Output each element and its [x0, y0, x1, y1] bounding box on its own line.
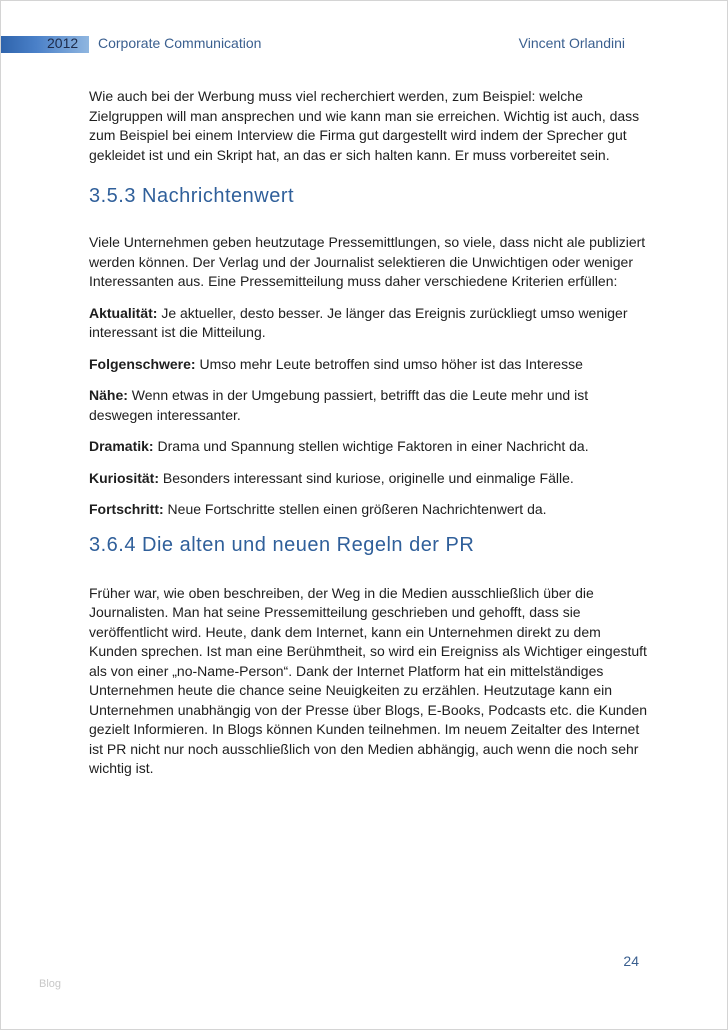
criterion-fortschritt [89, 500, 649, 520]
criterion-dramatik [89, 437, 649, 457]
section-heading-regeln-pr: 3.6.4 Die alten und neuen Regeln der PR [89, 533, 475, 556]
header-author: Vincent Orlandini [518, 35, 625, 51]
criterion-naehe [89, 386, 649, 425]
criterion-text: Besonders interessant sind kuriose, originelle und einmalige Fälle. [159, 469, 574, 486]
page-header [1, 34, 728, 54]
watermark-text: Blog [39, 978, 62, 990]
criterion-text: Neue Fortschritte stellen einen größeren Nachrichtenwert da. [163, 501, 547, 517]
criterion-term: Folgenschwere: [89, 355, 196, 372]
criterion-term: Aktualität: [89, 304, 158, 321]
criterion-folgenschwere [89, 355, 649, 375]
criterion-term: Kuriosität: [89, 469, 159, 486]
header-title: Corporate Communication [98, 35, 262, 51]
criterion-text: Umso mehr Leute betroffen sind umso höher ist das Interesse [195, 355, 583, 372]
section-paragraph-regeln-pr: Früher war, wie oben beschreiben, der Weg in die Medien ausschließlich über die Journalisten. Man hat seine Pressemitteilung geschrieben und gehofft, dass sie veröffentlicht wird. Heute, dank dem Internet, kann ein Unternehmen direkt zu dem Kunden sprechen. Ist man eine Berühmtheit, so wird ein Ereigniss als Wichtiger eingestuft als von einer „no-Name-Person“. Dank der Internet Platform hat ein mittelständiges Unternehmen heute die chance seine Neuigkeiten zu erzählen. Heutzutage kann ein Unternehmen unabhängig von der Presse über Blogs, E-Books, Podcasts etc. die Kunden gezielt Informieren. In Blogs können Kunden teilnehmen. Im neuem Zeitalter des Internet ist PR nicht nur noch ausschließlich von den Medien abhängig, auch wenn die noch sehr wichtig ist. [89, 584, 648, 776]
criterion-text: Je aktueller, desto besser. Je länger das Ereignis zurückliegt umso weniger interessant ist die Mitteilung. [89, 304, 628, 340]
page-number: 24 [623, 953, 639, 969]
intro-paragraph: Wie auch bei der Werbung muss viel recherchiert werden, zum Beispiel: welche Zielgruppen will man ansprechen und wie kann man sie erreichen. Wichtig ist auch, dass zum Beispiel bei einem Interview die Firma gut dargestellt wird indem der Sprecher gut gekleidet ist und ein Skript hat, an das er sich halten kann. Er muss vorbereitet sein. [89, 88, 640, 163]
criterion-text: Wenn etwas in der Umgebung passiert, betrifft das die Leute mehr und ist deswegen interessanter. [89, 387, 589, 423]
page-content [89, 87, 649, 779]
section-heading-nachrichtenwert: 3.5.3 Nachrichtenwert [89, 185, 295, 207]
header-year: 2012 [47, 35, 79, 51]
criterion-term: Fortschritt: [89, 501, 164, 517]
criterion-kuriositaet [89, 469, 649, 489]
criterion-text: Drama und Spannung stellen wichtige Faktoren in einer Nachricht da. [153, 438, 589, 454]
criterion-term: Dramatik: [89, 438, 154, 454]
section-paragraph-nachrichtenwert: Viele Unternehmen geben heutzutage Pressemittlungen, so viele, dass nicht ale publiziert werden können. Der Verlag und der Journalist selektieren die Unwichtigen oder weniger Interessanten aus. Eine Pressemitteilung muss daher verschiedene Kriterien erfüllen: [89, 234, 646, 289]
criterion-term: Nähe: [89, 387, 128, 403]
criterion-aktualitaet [89, 304, 649, 343]
